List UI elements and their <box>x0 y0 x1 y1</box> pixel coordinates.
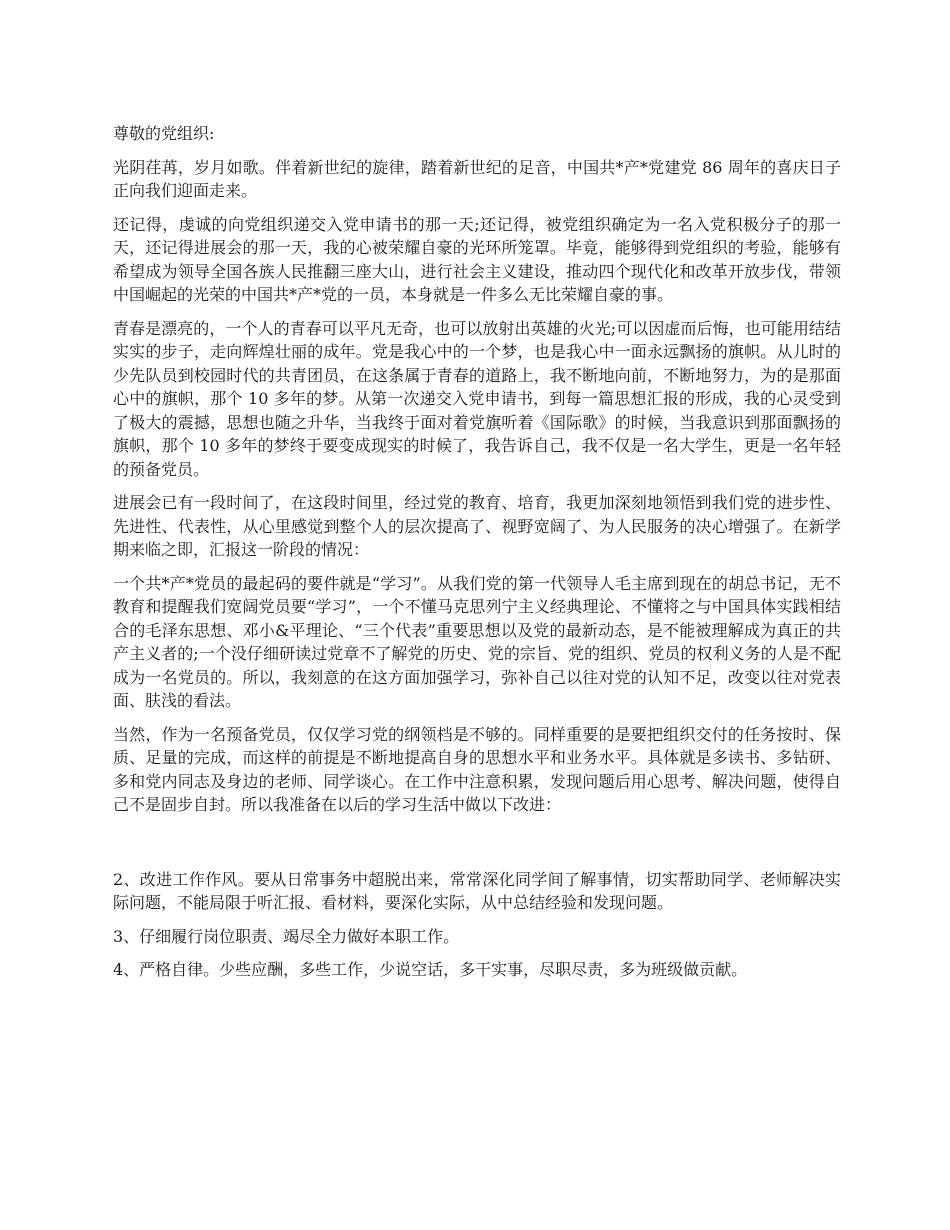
paragraph: 光阴荏苒，岁月如歌。伴着新世纪的旋律，踏着新世纪的足音，中国共*产*党建党 86 周年的喜庆日子正向我们迎面走来。 <box>113 157 841 200</box>
salutation: 尊敬的党组织: <box>113 124 215 143</box>
paragraph: 还记得，虔诚的向党组织递交入党申请书的那一天;还记得，被党组织确定为一名入党积极分子的那一天，还记得进展会的那一天，我的心被荣耀自豪的光环所笼罩。毕竟，能够得到党组织的考验，能够有希望成为领导全国各族人民推翻三座大山，进行社会主义建设，推动四个现代化和改革开放步伐，带领中国崛起的光荣的中国共*产*党的一员，本身就是一件多么无比荣耀自豪的事。 <box>113 214 841 304</box>
list-item: 3、仔细履行岗位职责、竭尽全力做好本职工作。 <box>113 926 460 946</box>
list-item: 2、改进工作作风。要从日常事务中超脱出来，常常深化同学间了解事情，切实帮助同学、老师解决实际问题，不能局限于听汇报、看材料，要深化实际，从中总结经验和发现问题。 <box>113 869 841 912</box>
paragraph: 进展会已有一段时间了，在这段时间里，经过党的教育、培育，我更加深刻地领悟到我们党的进步性、先进性、代表性，从心里感觉到整个人的层次提高了、视野宽阔了、为人民服务的决心增强了。在新学期来临之即，汇报这一阶段的情况： <box>113 493 841 559</box>
paragraph: 青春是漂亮的，一个人的青春可以平凡无奇，也可以放射出英雄的火光;可以因虚而后悔，也可能用结结实实的步子，走向辉煌壮丽的成年。党是我心中的一个梦，也是我心中一面永远飘扬的旗帜。从儿时的少先队员到校园时代的共青团员，在这条属于青春的道路上，我不断地向前，不断地努力，为的是那面心中的旗帜，那个 10 多年的梦。从第一次递交入党申请书，到每一篇思想汇报的形成，我的心灵受到了极大的震撼，思想也随之升华，当我终于面对着党旗听着《国际歌》的时候，当我意识到那面飘扬的旗帜，那个 10 多年的梦终于要变成现实的时候了，我告诉自己，我不仅是一名大学生，更是一名年轻的预备党员。 <box>113 318 841 479</box>
list-item: 4、严格自律。少些应酬，多些工作，少说空话，多干实事，尽职尽责，多为班级做贡献。 <box>113 960 748 979</box>
paragraph: 当然，作为一名预备党员，仅仅学习党的纲领档是不够的。同样重要的是要把组织交付的任务按时、保质、足量的完成，而这样的前提是不断地提高自身的思想水平和业务水平。具体就是多读书、多钻研、多和党内同志及身边的老师、同学谈心。在工作中注意积累，发现问题后用心思考、解决问题，使得自己不是固步自封。所以我准备在以后的学习生活中做以下改进： <box>113 724 841 814</box>
paragraph: 一个共*产*党员的最起码的要件就是“学习”。从我们党的第一代领导人毛主席到现在的胡总书记，无不教育和提醒我们宽阔党员要“学习”，一个不懂马克思列宁主义经典理论、不懂将之与中国具体实践相结合的毛泽东思想、邓小&平理论、“三个代表”重要思想以及党的最新动态，是不能被理解成为真正的共产主义者的;一个没仔细研读过党章不了解党的历史、党的宗旨、党的组织、党员的权利义务的人是不配成为一名党员的。所以，我刻意的在这方面加强学习，弥补自己以往对党的认知不足，改变以往对党表面、肤浅的看法。 <box>113 573 841 710</box>
blank-space <box>113 827 841 868</box>
document-body <box>113 122 841 992</box>
